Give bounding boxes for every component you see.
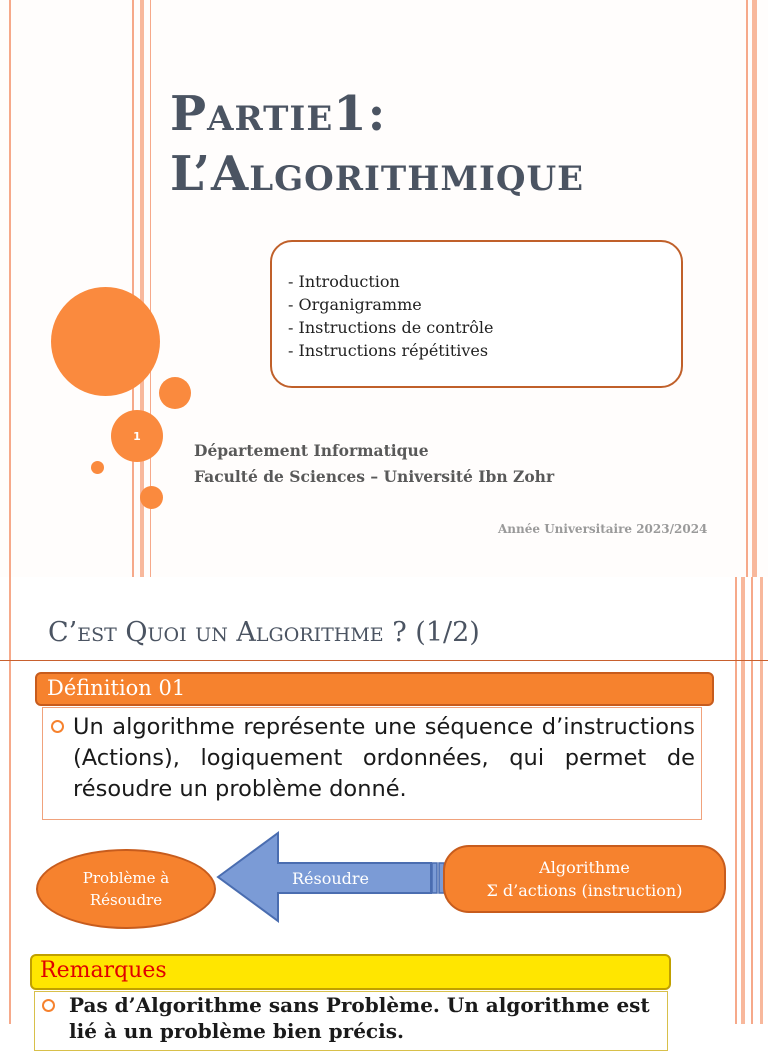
remarks-header: Remarques xyxy=(30,954,671,990)
algorithm-line-2: Σ d’actions (instruction) xyxy=(486,881,683,900)
algorithm-box xyxy=(443,845,726,913)
slide-title: C’est Quoi un Algorithme ? (1/2) xyxy=(48,617,480,648)
definition-box xyxy=(42,707,702,820)
bullet-icon xyxy=(42,999,55,1012)
title-divider xyxy=(0,660,768,661)
department-label: Département Informatique xyxy=(194,441,429,460)
decor-line xyxy=(132,0,134,577)
toc-item: - Introduction xyxy=(288,272,400,291)
decor-line xyxy=(735,577,737,1024)
decor-line xyxy=(752,0,757,577)
decor-line xyxy=(746,0,748,577)
decor-line xyxy=(9,577,11,1024)
decor-circle-small xyxy=(140,486,163,509)
arrow-label: Résoudre xyxy=(292,869,370,888)
algorithm-line-1: Algorithme xyxy=(539,858,630,877)
decor-line xyxy=(9,0,11,577)
problem-ellipse xyxy=(36,849,216,929)
bullet-icon xyxy=(51,720,64,733)
slide-title-line-1: Partie1: xyxy=(170,86,387,142)
remarks-text: Pas d’Algorithme sans Problème. Un algorithme est lié à un problème bien précis. xyxy=(69,993,650,1043)
toc-item: - Organigramme xyxy=(288,295,422,314)
slide-number: 1 xyxy=(133,429,141,443)
remarks-box xyxy=(34,991,668,1051)
academic-year: Année Universitaire 2023/2024 xyxy=(498,522,708,536)
decor-circle-small xyxy=(91,461,104,474)
decor-circle xyxy=(159,377,191,409)
definition-header: Définition 01 xyxy=(35,672,714,706)
decor-line xyxy=(741,577,745,1024)
toc-item: - Instructions répétitives xyxy=(288,341,489,360)
faculty-label: Faculté de Sciences – Université Ibn Zohr xyxy=(194,467,555,486)
decor-line xyxy=(751,577,753,1024)
toc-item: - Instructions de contrôle xyxy=(288,318,494,337)
definition-text: Un algorithme représente une séquence d’instructions (Actions), logiquement ordonnées, qui permet de résoudre un problème donné. xyxy=(73,714,695,802)
decor-circle-large xyxy=(51,287,160,396)
table-of-contents xyxy=(270,240,683,388)
slide-2 xyxy=(0,577,768,1043)
decor-line xyxy=(760,577,763,1024)
slide-title-line-2: L’Algorithmique xyxy=(170,146,585,202)
problem-line-2: Résoudre xyxy=(89,891,163,909)
problem-line-1: Problème à xyxy=(82,869,170,887)
